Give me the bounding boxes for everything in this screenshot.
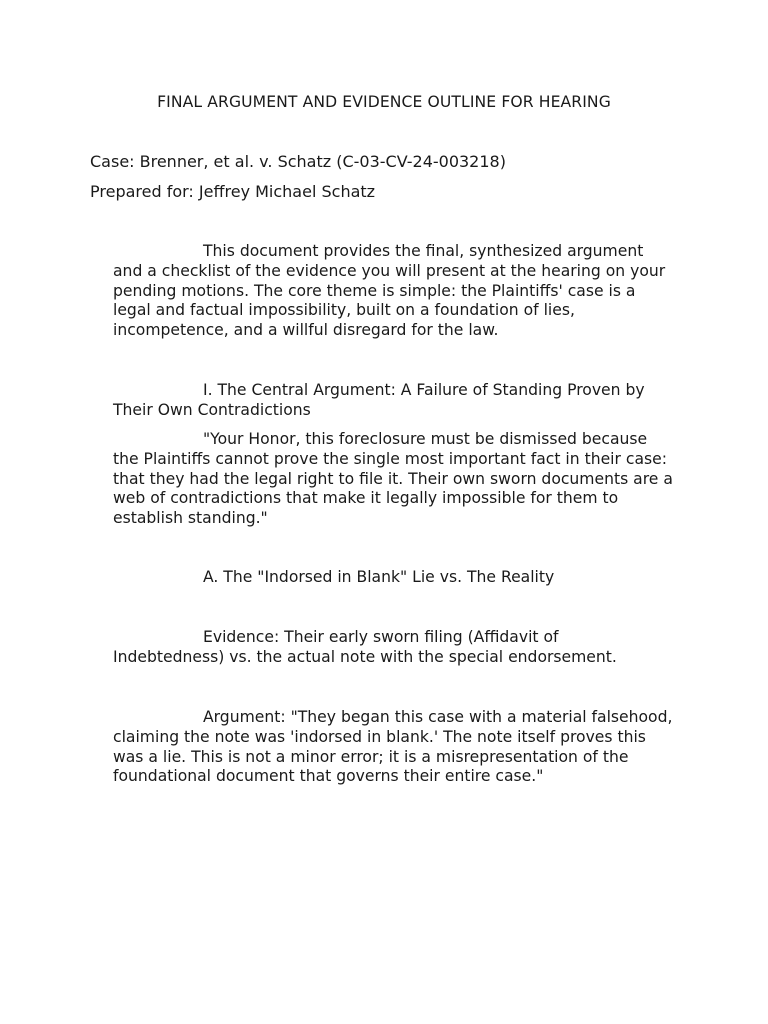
document-title: FINAL ARGUMENT AND EVIDENCE OUTLINE FOR HEARING: [157, 93, 611, 111]
subsection-heading-indorsed: A. The "Indorsed in Blank" Lie vs. The Reality: [203, 568, 555, 586]
prepared-for-line: Prepared for: Jeffrey Michael Schatz: [90, 182, 376, 201]
section-heading-central-argument: I. The Central Argument: A Failure of Standing Proven by Their Own Contradictions: [113, 381, 645, 419]
case-line: Case: Brenner, et al. v. Schatz (C-03-CV-24-003218): [90, 152, 506, 171]
quote-paragraph: "Your Honor, this foreclosure must be dismissed because the Plaintiffs cannot prove the single most important fact in their case: that they had the legal right to file it. Their own sworn documents are a web of contradictions that make it legally impossible for them to establish standing.": [113, 430, 673, 528]
argument-paragraph: Argument: "They began this case with a material falsehood, claiming the note was 'indorsed in blank.' The note itself proves this was a lie. This is not a minor error; it is a misrepresentation of the foundational document that governs their entire case.": [113, 708, 673, 786]
evidence-paragraph: Evidence: Their early sworn filing (Affidavit of Indebtedness) vs. the actual note with the special endorsement.: [113, 628, 617, 666]
intro-paragraph: This document provides the final, synthesized argument and a checklist of the evidence you will present at the hearing on your pending motions. The core theme is simple: the Plaintiffs' case is a legal and factual impossibility, built on a foundation of lies, incompetence, and a willful disregard for the law.: [113, 242, 666, 340]
